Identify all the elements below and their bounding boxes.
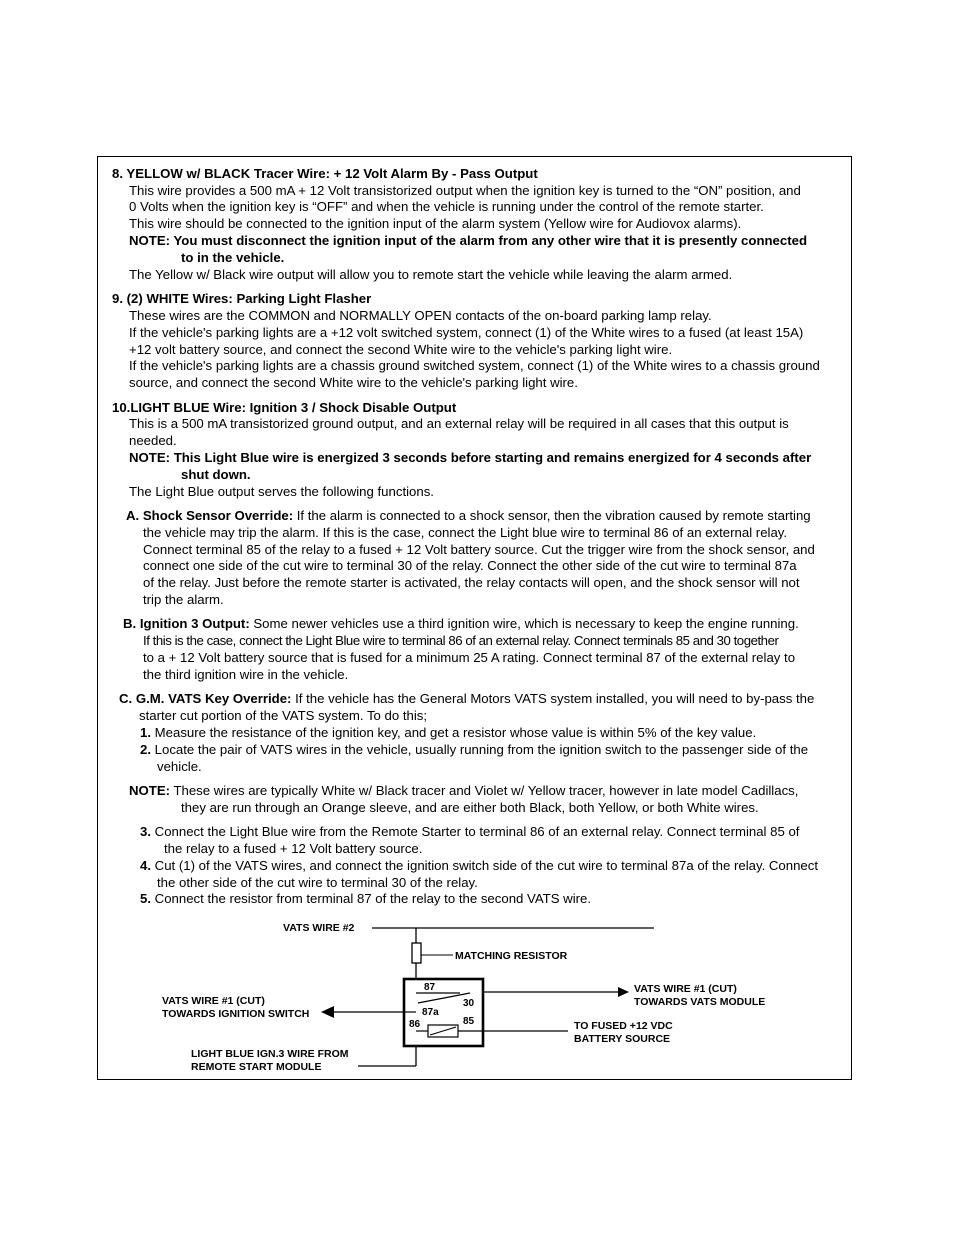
matching-resistor-icon: [412, 943, 421, 963]
text-line: the third ignition wire in the vehicle.: [143, 667, 349, 682]
section-9-heading: 9. (2) WHITE Wires: Parking Light Flasher: [112, 291, 372, 306]
text-line: The Light Blue output serves the following functions.: [129, 484, 434, 499]
terminal-87a-label: 87a: [422, 1007, 439, 1018]
vats-wire-2-label: VATS WIRE #2: [283, 922, 355, 934]
fused-source-label-2: BATTERY SOURCE: [574, 1033, 671, 1045]
ignition-switch-label-2: TOWARDS IGNITION SWITCH: [162, 1008, 310, 1020]
text-line: to a + 12 Volt battery source that is fused for a minimum 25 A rating. Connect terminal 87 of the external relay to: [143, 650, 796, 665]
text-line: If this is the case, connect the Light Blue wire to terminal 86 of an external relay. Connect terminals 85 and 30 together: [143, 633, 779, 648]
text-line: needed.: [129, 433, 177, 448]
vats-module-label-2: TOWARDS VATS MODULE: [634, 996, 766, 1008]
text-line: starter cut portion of the VATS system. To do this;: [139, 708, 428, 723]
note-line: shut down.: [181, 467, 251, 482]
text-line: This wire provides a 500 mA + 12 Volt transistorized output when the ignition key is turned to the “ON” position, and: [129, 183, 801, 198]
text-line: they are run through an Orange sleeve, and are either both Black, both Yellow, or both White wires.: [181, 800, 759, 815]
text-line: This is a 500 mA transistorized ground output, and an external relay will be required in all cases that this output is: [129, 416, 789, 431]
note-label: NOTE:: [129, 783, 171, 798]
text-span: Connect the Light Blue wire from the Remote Starter to terminal 86 of an external relay. Connect terminal 85 of: [151, 824, 800, 839]
text-line: connect one side of the cut wire to terminal 30 of the relay. Connect the other side of the cut wire to terminal 87a: [143, 558, 797, 573]
text-line: If the vehicle's parking lights are a chassis ground switched system, connect (1) of the White wires to a chassis ground: [129, 358, 820, 373]
terminal-85-label: 85: [463, 1016, 475, 1027]
subsection-c-label: C. G.M. VATS Key Override:: [119, 691, 292, 706]
text-span: If the vehicle has the General Motors VATS system installed, you will need to by-pass the: [291, 691, 815, 706]
vats-module-label-1: VATS WIRE #1 (CUT): [634, 983, 737, 995]
text-span: Connect the resistor from terminal 87 of the relay to the second VATS wire.: [151, 891, 592, 906]
terminal-86-label: 86: [409, 1019, 421, 1030]
light-blue-wire-label-1: LIGHT BLUE IGN.3 WIRE FROM: [191, 1048, 349, 1060]
text-line: source, and connect the second White wire to the vehicle's parking light wire.: [129, 375, 578, 390]
text-span: Locate the pair of VATS wires in the vehicle, usually running from the ignition switch to the passenger side of the: [151, 742, 809, 757]
light-blue-wire-label-2: REMOTE START MODULE: [191, 1061, 322, 1073]
note-line: NOTE: You must disconnect the ignition input of the alarm from any other wire that it is presently connected: [129, 233, 808, 248]
note-line: NOTE: This Light Blue wire is energized 3 seconds before starting and remains energized for 4 seconds after: [129, 450, 812, 465]
terminal-30-label: 30: [463, 998, 475, 1009]
text-span: These wires are typically White w/ Black tracer and Violet w/ Yellow tracer, however in late model Cadillacs,: [170, 783, 799, 798]
subsection-b-label: B. Ignition 3 Output:: [123, 616, 250, 631]
step-number: 1.: [140, 725, 151, 740]
text-line: the relay to a fused + 12 Volt battery source.: [164, 841, 423, 856]
note-line: to in the vehicle.: [181, 250, 285, 265]
text-span: Some newer vehicles use a third ignition wire, which is necessary to keep the engine running.: [249, 616, 799, 631]
step-number: 2.: [140, 742, 151, 757]
text-line: +12 volt battery source, and connect the second White wire to the vehicle's parking light wire.: [129, 342, 673, 357]
step-number: 4.: [140, 858, 151, 873]
section-8-heading: 8. YELLOW w/ BLACK Tracer Wire: + 12 Volt Alarm By - Pass Output: [112, 166, 538, 181]
text-line: of the relay. Just before the remote starter is activated, the relay contacts will open, and the shock sensor will not: [143, 575, 800, 590]
terminal-87-label: 87: [424, 982, 436, 993]
text-line: Connect terminal 85 of the relay to a fused + 12 Volt battery source. Cut the trigger wire from the shock sensor, and: [143, 542, 815, 557]
text-span: If the alarm is connected to a shock sensor, then the vibration caused by remote starting: [293, 508, 811, 523]
subsection-a-label: A. Shock Sensor Override:: [126, 508, 294, 523]
text-line: the other side of the cut wire to terminal 30 of the relay.: [157, 875, 478, 890]
text-span: Measure the resistance of the ignition key, and get a resistor whose value is within 5% of the key value.: [151, 725, 757, 740]
fused-source-label-1: TO FUSED +12 VDC: [574, 1020, 673, 1032]
matching-resistor-label: MATCHING RESISTOR: [455, 950, 568, 962]
section-10-heading: 10.LIGHT BLUE Wire: Ignition 3 / Shock Disable Output: [112, 400, 457, 415]
step-number: 5.: [140, 891, 151, 906]
text-line: vehicle.: [157, 759, 202, 774]
ignition-switch-label-1: VATS WIRE #1 (CUT): [162, 995, 265, 1007]
step-number: 3.: [140, 824, 151, 839]
text-span: Cut (1) of the VATS wires, and connect the ignition switch side of the cut wire to terminal 87a of the relay. Connect: [151, 858, 819, 873]
text-line: These wires are the COMMON and NORMALLY OPEN contacts of the on-board parking lamp relay.: [129, 308, 712, 323]
text-line: trip the alarm.: [143, 592, 224, 607]
text-line: the vehicle may trip the alarm. If this is the case, connect the Light blue wire to terminal 86 of an external relay.: [143, 525, 788, 540]
ignition-switch-arrow-icon: [321, 1006, 334, 1018]
vats-module-arrow-icon: [618, 987, 629, 997]
text-line: The Yellow w/ Black wire output will allow you to remote start the vehicle while leaving the alarm armed.: [129, 267, 733, 282]
text-line: If the vehicle's parking lights are a +12 volt switched system, connect (1) of the White wires to a fused (at least 15A): [129, 325, 804, 340]
text-line: This wire should be connected to the ignition input of the alarm system (Yellow wire for Audiovox alarms).: [129, 216, 742, 231]
text-line: 0 Volts when the ignition key is “OFF” and when the vehicle is running under the control of the remote starter.: [129, 199, 764, 214]
